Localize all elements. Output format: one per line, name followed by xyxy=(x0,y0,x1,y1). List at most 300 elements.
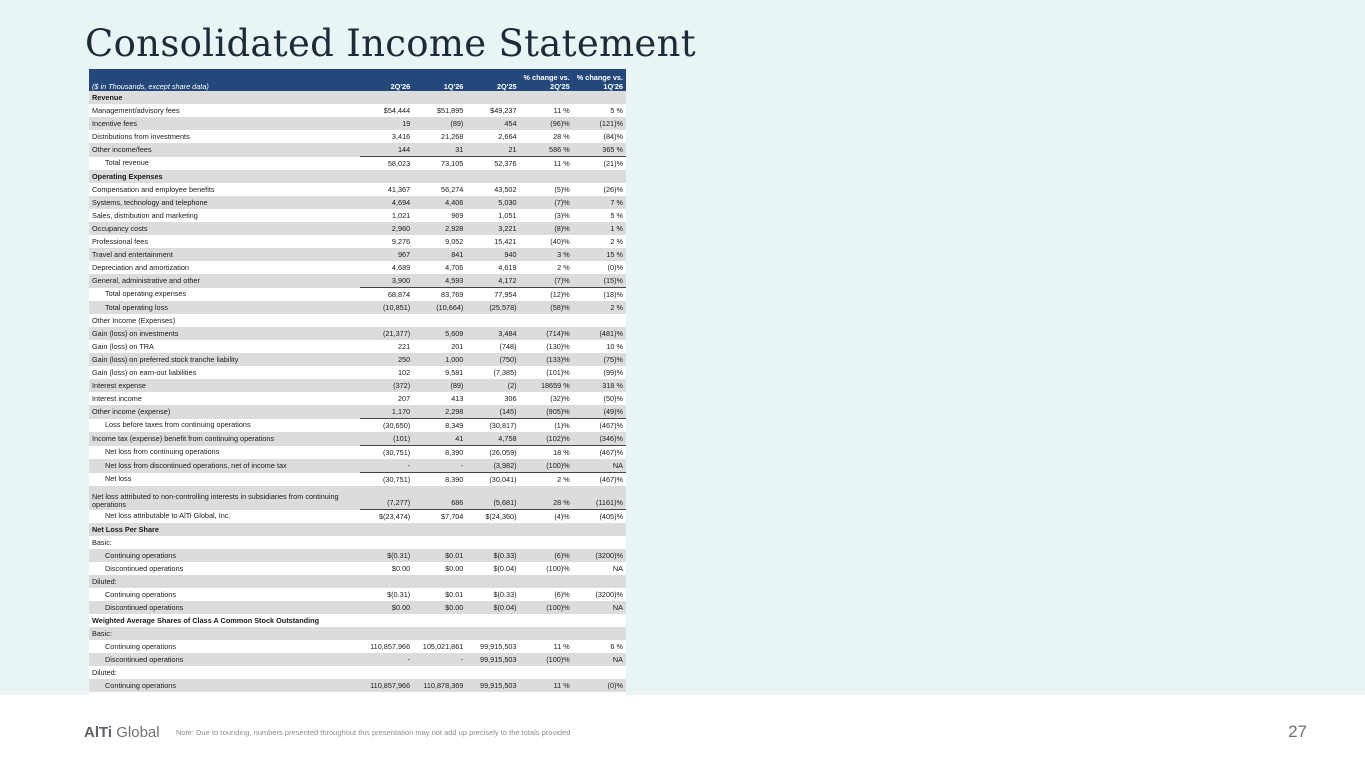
row-label: Operating Expenses xyxy=(89,170,360,183)
row-value xyxy=(520,614,573,627)
row-value: (12)% xyxy=(520,288,573,302)
row-value: 21,268 xyxy=(413,130,466,143)
row-value: 15,421 xyxy=(466,235,519,248)
row-value xyxy=(413,627,466,640)
row-value: (101)% xyxy=(520,366,573,379)
row-value: (3,982) xyxy=(466,459,519,473)
row-value: 5,030 xyxy=(466,196,519,209)
table-row xyxy=(89,366,626,379)
row-value xyxy=(573,614,626,627)
row-label: Continuing operations xyxy=(89,549,360,562)
row-value xyxy=(466,536,519,549)
row-label: Revenue xyxy=(89,91,360,104)
row-label: Basic: xyxy=(89,536,360,549)
row-value xyxy=(520,627,573,640)
row-value: 9,052 xyxy=(413,235,466,248)
row-value xyxy=(520,536,573,549)
row-value xyxy=(360,575,413,588)
row-value: 2,298 xyxy=(413,405,466,419)
row-value: 8,349 xyxy=(413,419,466,433)
row-value xyxy=(520,575,573,588)
row-value: (405)% xyxy=(573,510,626,524)
row-value xyxy=(413,523,466,536)
row-value: (8)% xyxy=(520,222,573,235)
logo-bold: AlTi xyxy=(84,724,113,741)
row-value: 11 % xyxy=(520,640,573,653)
row-value: 1 % xyxy=(573,222,626,235)
table-row xyxy=(89,405,626,419)
row-value: (467)% xyxy=(573,446,626,460)
row-label: Interest income xyxy=(89,392,360,405)
table-row xyxy=(89,170,626,183)
row-value xyxy=(520,314,573,327)
row-label: Discontinued operations xyxy=(89,601,360,614)
row-value: (30,650) xyxy=(360,419,413,433)
row-value: (1)% xyxy=(520,419,573,433)
row-value: 4,706 xyxy=(413,261,466,274)
table-row xyxy=(89,666,626,679)
row-value xyxy=(520,523,573,536)
row-label: Total revenue xyxy=(89,157,360,171)
row-value xyxy=(413,91,466,104)
row-value xyxy=(573,523,626,536)
row-value xyxy=(360,170,413,183)
row-value: (75)% xyxy=(573,353,626,366)
row-label: Other Income (Expenses) xyxy=(89,314,360,327)
row-label: Distributions from investments xyxy=(89,130,360,143)
row-value: 52,376 xyxy=(466,157,519,171)
row-value: 967 xyxy=(360,248,413,261)
row-value xyxy=(520,91,573,104)
row-value: 28 % xyxy=(520,130,573,143)
table-row xyxy=(89,432,626,446)
row-value: 454 xyxy=(466,117,519,130)
table-row xyxy=(89,575,626,588)
row-value xyxy=(466,523,519,536)
row-value: 306 xyxy=(466,392,519,405)
row-value: (96)% xyxy=(520,117,573,130)
row-value: (3200)% xyxy=(573,549,626,562)
row-value: (18)% xyxy=(573,288,626,302)
table-row xyxy=(89,209,626,222)
row-value xyxy=(573,575,626,588)
row-value: NA xyxy=(573,459,626,473)
row-label: Travel and entertainment xyxy=(89,248,360,261)
row-label: Continuing operations xyxy=(89,640,360,653)
row-value: (467)% xyxy=(573,473,626,487)
row-value: 318 % xyxy=(573,379,626,392)
row-label: Net loss attributed to non-controlling interests in subsidiaries from continuing operations xyxy=(89,486,360,510)
row-label: Continuing operations xyxy=(89,679,360,692)
row-value: 969 xyxy=(413,209,466,222)
row-value: $(23,474) xyxy=(360,510,413,524)
row-value: (89) xyxy=(413,379,466,392)
row-value: (145) xyxy=(466,405,519,419)
row-value: 4,619 xyxy=(466,261,519,274)
row-value: 8,390 xyxy=(413,446,466,460)
table-row xyxy=(89,486,626,510)
row-value: 8,390 xyxy=(413,473,466,487)
row-value: $(0.33) xyxy=(466,588,519,601)
row-value: 31 xyxy=(413,143,466,157)
row-label: Incentive fees xyxy=(89,117,360,130)
row-value: (130)% xyxy=(520,340,573,353)
row-value xyxy=(360,91,413,104)
table-row xyxy=(89,327,626,340)
row-label: General, administrative and other xyxy=(89,274,360,288)
row-value: 77,954 xyxy=(466,288,519,302)
table-row xyxy=(89,562,626,575)
row-value: 58,023 xyxy=(360,157,413,171)
row-value: - xyxy=(360,459,413,473)
row-value: 110,857,966 xyxy=(360,679,413,692)
row-value: $0.01 xyxy=(413,588,466,601)
row-value: (5,681) xyxy=(466,486,519,510)
row-value xyxy=(573,536,626,549)
table-row xyxy=(89,379,626,392)
row-value xyxy=(466,666,519,679)
row-value: (467)% xyxy=(573,419,626,433)
row-value xyxy=(413,575,466,588)
row-value: $0.00 xyxy=(413,562,466,575)
row-value: - xyxy=(360,653,413,666)
row-value xyxy=(573,91,626,104)
row-value: - xyxy=(413,459,466,473)
table-row xyxy=(89,183,626,196)
row-value: 4,406 xyxy=(413,196,466,209)
row-label: Sales, distribution and marketing xyxy=(89,209,360,222)
row-value: 56,274 xyxy=(413,183,466,196)
row-value: (714)% xyxy=(520,327,573,340)
row-value: 28 % xyxy=(520,486,573,510)
column-header-pct-vs-1q26 xyxy=(573,69,626,91)
row-label: Net loss from discontinued operations, net of income tax xyxy=(89,459,360,473)
row-value: (100)% xyxy=(520,459,573,473)
row-value: $(0.04) xyxy=(466,562,519,575)
income-statement-table-wrap xyxy=(89,69,626,705)
row-value: (0)% xyxy=(573,679,626,692)
row-value: (7)% xyxy=(520,274,573,288)
row-value xyxy=(466,314,519,327)
row-value: (30,751) xyxy=(360,473,413,487)
row-value xyxy=(413,536,466,549)
row-value: (50)% xyxy=(573,392,626,405)
row-value: (30,817) xyxy=(466,419,519,433)
row-label: Net Loss Per Share xyxy=(89,523,360,536)
column-header-1q26: 1Q'26 xyxy=(443,82,464,91)
row-value: (102)% xyxy=(520,432,573,446)
row-label: Total operating loss xyxy=(89,301,360,314)
row-value: 1,021 xyxy=(360,209,413,222)
row-value: 686 xyxy=(413,486,466,510)
column-header-units: ($ in Thousands, except share data) xyxy=(92,82,209,91)
row-value: (84)% xyxy=(573,130,626,143)
row-value: 102 xyxy=(360,366,413,379)
table-row xyxy=(89,353,626,366)
row-value: $49,237 xyxy=(466,104,519,117)
table-row xyxy=(89,614,626,627)
row-value: 1,000 xyxy=(413,353,466,366)
row-value xyxy=(413,666,466,679)
row-label: Basic: xyxy=(89,627,360,640)
row-label: Occupancy costs xyxy=(89,222,360,235)
row-value: 11 % xyxy=(520,157,573,171)
row-value: (372) xyxy=(360,379,413,392)
row-value: 201 xyxy=(413,340,466,353)
row-value: 10 % xyxy=(573,340,626,353)
row-label: Income tax (expense) benefit from continuing operations xyxy=(89,432,360,446)
row-value: 2 % xyxy=(573,235,626,248)
row-value xyxy=(466,627,519,640)
row-value: (40)% xyxy=(520,235,573,248)
row-value: 41,367 xyxy=(360,183,413,196)
row-value: 1,170 xyxy=(360,405,413,419)
row-label: Diluted: xyxy=(89,666,360,679)
table-row xyxy=(89,274,626,288)
table-row xyxy=(89,340,626,353)
row-value: $51,895 xyxy=(413,104,466,117)
row-value: 3,900 xyxy=(360,274,413,288)
row-value: 207 xyxy=(360,392,413,405)
row-value: (10,664) xyxy=(413,301,466,314)
row-value: (100)% xyxy=(520,653,573,666)
row-value: (26,059) xyxy=(466,446,519,460)
row-label: Net loss xyxy=(89,473,360,487)
row-value: 841 xyxy=(413,248,466,261)
row-value: (133)% xyxy=(520,353,573,366)
column-header-pct-vs-2q25 xyxy=(520,69,573,91)
row-value: $7,704 xyxy=(413,510,466,524)
row-value: 144 xyxy=(360,143,413,157)
row-value: 4,593 xyxy=(413,274,466,288)
table-row xyxy=(89,117,626,130)
row-value: $54,444 xyxy=(360,104,413,117)
row-label: Total operating expenses xyxy=(89,288,360,302)
row-label: Weighted Average Shares of Class A Common Stock Outstanding xyxy=(89,614,360,627)
row-label: Other income (expense) xyxy=(89,405,360,419)
row-value: - xyxy=(413,653,466,666)
row-value: (21)% xyxy=(573,157,626,171)
row-value: (481)% xyxy=(573,327,626,340)
row-value: 68,874 xyxy=(360,288,413,302)
row-value xyxy=(360,314,413,327)
row-value: 940 xyxy=(466,248,519,261)
row-value: 413 xyxy=(413,392,466,405)
row-label: Diluted: xyxy=(89,575,360,588)
row-value: (58)% xyxy=(520,301,573,314)
table-body xyxy=(89,91,626,705)
row-value: 5,609 xyxy=(413,327,466,340)
table-header xyxy=(89,69,626,91)
row-value: 83,769 xyxy=(413,288,466,302)
pct-change-label: % change vs. xyxy=(576,73,623,82)
pct-change-label: % change vs. xyxy=(523,73,570,82)
row-label: Continuing operations xyxy=(89,588,360,601)
row-value: (32)% xyxy=(520,392,573,405)
income-statement-table xyxy=(89,69,626,705)
row-label: Systems, technology and telephone xyxy=(89,196,360,209)
row-value: 43,502 xyxy=(466,183,519,196)
row-value: 4,758 xyxy=(466,432,519,446)
row-value: 4,694 xyxy=(360,196,413,209)
row-value: 110,857,966 xyxy=(360,640,413,653)
row-value: $(0.33) xyxy=(466,549,519,562)
page-title: Consolidated Income Statement xyxy=(85,22,696,65)
row-value: (3200)% xyxy=(573,588,626,601)
row-value: $(0.31) xyxy=(360,549,413,562)
row-value: 4,689 xyxy=(360,261,413,274)
row-value: 73,105 xyxy=(413,157,466,171)
row-value: 586 % xyxy=(520,143,573,157)
row-value: 21 xyxy=(466,143,519,157)
table-row xyxy=(89,640,626,653)
footer-note: Note: Due to rounding, numbers presented throughout this presentation may not add up precisely to the totals provided xyxy=(176,728,571,737)
row-value: 99,915,503 xyxy=(466,653,519,666)
table-header-row xyxy=(89,69,626,91)
row-value: 2 % xyxy=(520,261,573,274)
row-value: 19 xyxy=(360,117,413,130)
table-row xyxy=(89,419,626,433)
row-value: (5)% xyxy=(520,183,573,196)
table-row xyxy=(89,222,626,235)
table-row xyxy=(89,549,626,562)
row-value xyxy=(466,91,519,104)
row-label: Net loss from continuing operations xyxy=(89,446,360,460)
row-value: 110,878,369 xyxy=(413,679,466,692)
row-value: (7,277) xyxy=(360,486,413,510)
table-row xyxy=(89,653,626,666)
row-value: 5 % xyxy=(573,104,626,117)
row-value: 105,021,861 xyxy=(413,640,466,653)
table-row xyxy=(89,446,626,460)
table-row xyxy=(89,536,626,549)
row-value: 4,172 xyxy=(466,274,519,288)
table-row xyxy=(89,104,626,117)
row-value: 1,051 xyxy=(466,209,519,222)
row-value: 2,928 xyxy=(413,222,466,235)
row-label: Net loss attributable to AlTi Global, Inc. xyxy=(89,510,360,524)
row-value: 18 % xyxy=(520,446,573,460)
row-value: $0.00 xyxy=(360,562,413,575)
table-row xyxy=(89,91,626,104)
row-value: (346)% xyxy=(573,432,626,446)
row-label: Gain (loss) on preferred stock tranche liability xyxy=(89,353,360,366)
row-value: 6 % xyxy=(573,640,626,653)
row-value: 2,664 xyxy=(466,130,519,143)
row-value xyxy=(520,170,573,183)
logo-rest: Global xyxy=(116,724,160,741)
row-value xyxy=(466,614,519,627)
row-value xyxy=(360,523,413,536)
alti-global-logo xyxy=(84,724,160,741)
row-value xyxy=(360,614,413,627)
row-value xyxy=(466,170,519,183)
row-value: (6)% xyxy=(520,549,573,562)
row-value: NA xyxy=(573,653,626,666)
row-value: (99)% xyxy=(573,366,626,379)
row-value: 9,581 xyxy=(413,366,466,379)
row-value: 3,221 xyxy=(466,222,519,235)
column-header-2q25: 2Q'25 xyxy=(496,82,517,91)
table-row xyxy=(89,523,626,536)
row-value: (6)% xyxy=(520,588,573,601)
row-value: 18659 % xyxy=(520,379,573,392)
row-label: Gain (loss) on investments xyxy=(89,327,360,340)
row-value: 2 % xyxy=(520,473,573,487)
row-value: 7 % xyxy=(573,196,626,209)
row-value: 11 % xyxy=(520,104,573,117)
table-row xyxy=(89,601,626,614)
row-value: (121)% xyxy=(573,117,626,130)
row-value xyxy=(573,314,626,327)
table-row xyxy=(89,196,626,209)
row-value: (10,851) xyxy=(360,301,413,314)
row-value: $(24,360) xyxy=(466,510,519,524)
table-row xyxy=(89,679,626,692)
row-value: 365 % xyxy=(573,143,626,157)
row-value: (750) xyxy=(466,353,519,366)
row-value: (2) xyxy=(466,379,519,392)
table-row xyxy=(89,235,626,248)
row-value: 5 % xyxy=(573,209,626,222)
row-value: $0.00 xyxy=(360,601,413,614)
row-value: $(0.04) xyxy=(466,601,519,614)
row-label: Depreciation and amortization xyxy=(89,261,360,274)
row-value: 2 % xyxy=(573,301,626,314)
row-value: (25,578) xyxy=(466,301,519,314)
table-row xyxy=(89,392,626,405)
row-label: Interest expense xyxy=(89,379,360,392)
row-value: 221 xyxy=(360,340,413,353)
row-label: Discontinued operations xyxy=(89,562,360,575)
row-label: Loss before taxes from continuing operations xyxy=(89,419,360,433)
table-row xyxy=(89,459,626,473)
row-value: (748) xyxy=(466,340,519,353)
row-label: Compensation and employee benefits xyxy=(89,183,360,196)
row-value xyxy=(360,666,413,679)
row-value: (3)% xyxy=(520,209,573,222)
row-value: (26)% xyxy=(573,183,626,196)
table-row xyxy=(89,588,626,601)
row-value: (30,751) xyxy=(360,446,413,460)
row-value: (1161)% xyxy=(573,486,626,510)
row-value: $0.00 xyxy=(413,601,466,614)
row-value: 2,960 xyxy=(360,222,413,235)
row-value: 9,276 xyxy=(360,235,413,248)
table-row xyxy=(89,157,626,171)
row-value xyxy=(360,536,413,549)
column-header-2q26: 2Q'26 xyxy=(390,82,411,91)
row-label: Other income/fees xyxy=(89,143,360,157)
row-value: (100)% xyxy=(520,562,573,575)
row-value: 15 % xyxy=(573,248,626,261)
row-value xyxy=(413,314,466,327)
row-value: (89) xyxy=(413,117,466,130)
row-value: NA xyxy=(573,601,626,614)
row-label: Gain (loss) on TRA xyxy=(89,340,360,353)
row-value xyxy=(466,575,519,588)
row-label: Management/advisory fees xyxy=(89,104,360,117)
row-value: 11 % xyxy=(520,679,573,692)
table-row xyxy=(89,314,626,327)
row-value: (101) xyxy=(360,432,413,446)
table-row xyxy=(89,261,626,274)
row-value: (100)% xyxy=(520,601,573,614)
row-value xyxy=(573,627,626,640)
row-value: (30,041) xyxy=(466,473,519,487)
row-value: (21,377) xyxy=(360,327,413,340)
row-value: 41 xyxy=(413,432,466,446)
